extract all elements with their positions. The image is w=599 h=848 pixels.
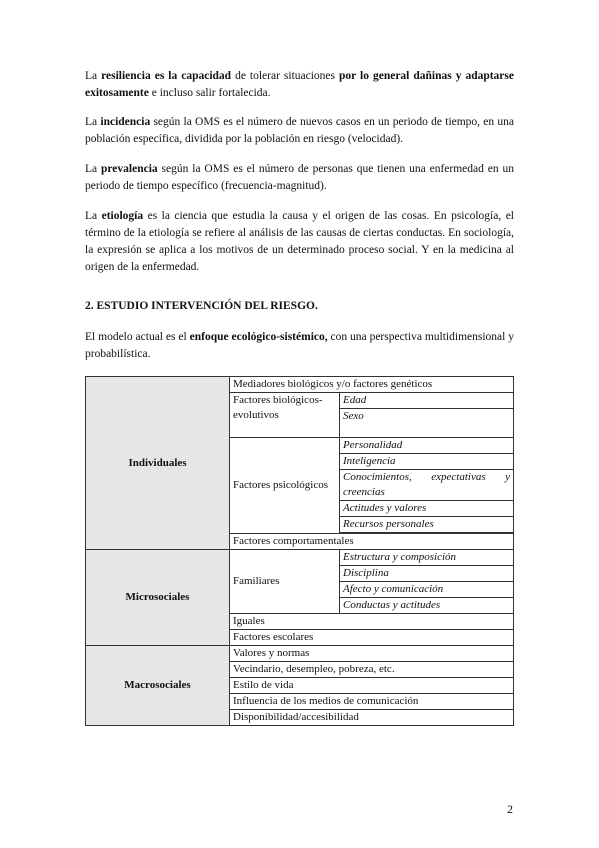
factor-cell: Disponibilidad/accesibilidad <box>230 710 514 726</box>
factor-cell: Factores comportamentales <box>230 534 514 550</box>
paragraph-prevalencia <box>85 161 514 195</box>
category-microsociales: Microsociales <box>86 550 230 646</box>
factor-cell: Iguales <box>230 614 514 630</box>
category-individuales: Individuales <box>86 377 230 550</box>
text: La <box>85 210 102 222</box>
subcategory-psicologicos: Factores psicológicos <box>230 438 340 534</box>
factor-cell: Estructura y composición <box>340 550 514 566</box>
factor-cell: Conocimientos, expectativas y creencias <box>340 470 514 501</box>
page-number: 2 <box>507 802 513 816</box>
factor-cell: Recursos personales <box>340 517 514 533</box>
paragraph-etiologia <box>85 208 514 276</box>
paragraph-intro <box>85 329 514 363</box>
text: La <box>85 70 102 82</box>
text: La <box>85 163 102 175</box>
text: con una perspectiva multidimensional y probabilística. <box>85 331 514 360</box>
factor-cell: Mediadores biológicos y/o factores genéticos <box>230 377 514 393</box>
term-etiologia: etiología <box>101 210 144 222</box>
factor-cell: Valores y normas <box>230 646 514 662</box>
term-resiliencia: resiliencia es la capacidad <box>101 70 232 82</box>
text: de tolerar situaciones <box>231 70 339 82</box>
subcategory-familiares: Familiares <box>230 550 340 614</box>
text: El modelo actual es el <box>85 331 190 343</box>
factor-cell: Conductas y actitudes <box>340 598 514 614</box>
factor-cell: Factores escolares <box>230 630 514 646</box>
factor-cell: Sexo <box>340 409 514 438</box>
term-prevalencia: prevalencia <box>101 163 158 175</box>
factor-cell: Vecindario, desempleo, pobreza, etc. <box>230 662 514 678</box>
factor-cell: Inteligencia <box>340 454 514 470</box>
text: según la OMS es el número de personas que tienen una enfermedad en un periodo de tiempo específico (frecuencia-magnitud). <box>85 163 514 192</box>
table-row <box>86 377 514 393</box>
term-enfoque: enfoque ecológico-sistémico, <box>189 331 328 343</box>
term-incidencia: incidencia <box>100 116 151 128</box>
table-row <box>86 550 514 566</box>
table-row <box>86 646 514 662</box>
paragraph-resiliencia <box>85 68 514 102</box>
factor-cell: Actitudes y valores <box>340 501 514 517</box>
text: es la ciencia que estudia la causa y el origen de las cosas. En psicología, el término de la etiología se refiere al análisis de las causas de ciertas conductas. En sociología, la expresión se aplica a los motivos de un determinado proceso social. Y en la medicina al origen de la enfermedad. <box>85 210 514 273</box>
paragraph-incidencia <box>85 114 514 148</box>
section-heading: 2. ESTUDIO INTERVENCIÓN DEL RIESGO. <box>85 300 318 312</box>
risk-factors-table <box>85 376 514 726</box>
factor-cell: Disciplina <box>340 566 514 582</box>
text: La <box>85 116 101 128</box>
text: según la OMS es el número de nuevos casos en un periodo de tiempo, en una población específica, dividida por la población en riesgo (velocidad). <box>85 116 514 145</box>
subcategory-biologicos: Factores biológicos-evolutivos <box>230 393 340 438</box>
factor-cell: Afecto y comunicación <box>340 582 514 598</box>
factor-cell: Estilo de vida <box>230 678 514 694</box>
text: e incluso salir fortalecida. <box>148 87 271 99</box>
factor-cell: Personalidad <box>340 438 514 454</box>
emphasis: por lo general dañinas y adaptarse exitosamente <box>85 70 514 99</box>
factor-cell: Influencia de los medios de comunicación <box>230 694 514 710</box>
factor-cell: Edad <box>340 393 514 409</box>
category-macrosociales: Macrosociales <box>86 646 230 726</box>
